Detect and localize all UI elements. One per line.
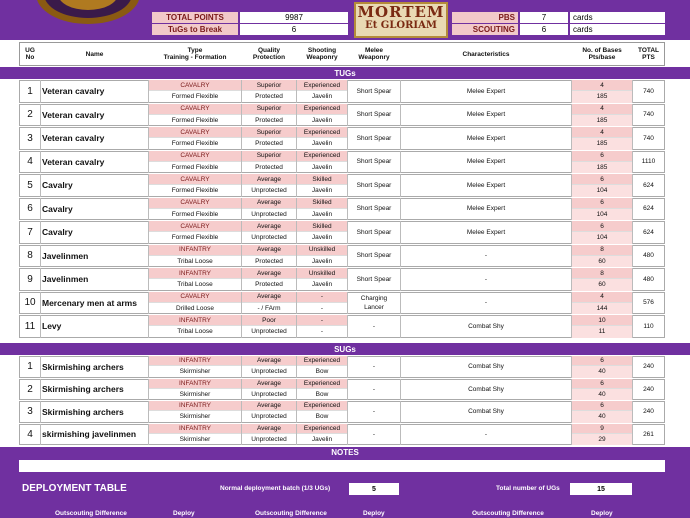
unit-bases[interactable]: 4 xyxy=(572,292,632,303)
unit-name[interactable]: Veteran cavalry xyxy=(42,86,105,97)
unit-training[interactable]: Skirmisher xyxy=(179,390,211,398)
unit-bases[interactable]: 6 xyxy=(572,379,632,389)
unit-protection[interactable]: Protected xyxy=(255,140,283,148)
unit-shooting[interactable]: Skilled xyxy=(297,198,347,209)
unit-number: 3 xyxy=(27,406,33,418)
unit-name[interactable]: Mercenary men at arms xyxy=(42,297,137,308)
col-melee-line1: Melee xyxy=(364,47,384,54)
unit-pts-per-base[interactable]: 104 xyxy=(572,209,632,221)
unit-total-pts: 240 xyxy=(643,408,654,416)
unit-quality[interactable]: Superior xyxy=(242,104,296,115)
unit-total-pts: 1110 xyxy=(641,158,656,166)
unit-characteristics[interactable]: Melee Expert xyxy=(466,228,506,236)
unit-characteristics[interactable]: Combat Shy xyxy=(468,408,504,416)
unit-training[interactable]: Skirmisher xyxy=(179,435,211,443)
unit-quality[interactable]: Superior xyxy=(242,80,296,91)
unit-protection[interactable]: Protected xyxy=(255,281,283,289)
deploy-col-header: Deploy xyxy=(363,510,385,517)
unit-training[interactable]: Formed Flexible xyxy=(171,163,219,171)
unit-type[interactable]: CAVALRY xyxy=(149,221,241,232)
unit-bases[interactable]: 6 xyxy=(572,356,632,366)
unit-characteristics[interactable]: - xyxy=(484,430,488,438)
unit-total-pts: 480 xyxy=(643,252,654,260)
unit-total-pts: 624 xyxy=(643,228,654,236)
tugs-break-value[interactable]: 6 xyxy=(240,24,348,35)
unit-quality[interactable]: Average xyxy=(242,424,296,434)
unit-protection[interactable]: Protected xyxy=(255,163,283,171)
unit-pts-per-base[interactable]: 104 xyxy=(572,185,632,197)
unit-training[interactable]: Tribal Loose xyxy=(177,281,213,289)
col-quality-line2: Protection xyxy=(252,54,286,61)
unit-training[interactable]: Drilled Loose xyxy=(176,304,214,312)
unit-melee[interactable]: Short Spear xyxy=(356,181,392,189)
unit-type[interactable]: CAVALRY xyxy=(149,127,241,138)
unit-characteristics[interactable]: Combat Shy xyxy=(468,363,504,371)
unit-quality[interactable]: Superior xyxy=(242,151,296,162)
pbs-label: PBS xyxy=(452,12,518,23)
unit-characteristics[interactable]: Combat Shy xyxy=(468,322,504,330)
unit-number: 5 xyxy=(27,179,33,191)
unit-type[interactable]: CAVALRY xyxy=(149,174,241,185)
unit-total-pts: 624 xyxy=(643,181,654,189)
unit-total-pts: 740 xyxy=(643,134,654,142)
unit-number: 7 xyxy=(27,226,33,238)
tugs-section-bar: TUGs xyxy=(0,67,690,79)
unit-melee-line1: Charging xyxy=(360,294,388,302)
unit-quality[interactable]: Average xyxy=(242,401,296,411)
unit-bases[interactable]: 4 xyxy=(572,104,632,115)
unit-name[interactable]: Cavalry xyxy=(42,227,73,238)
col-type xyxy=(149,43,241,65)
unit-number: 2 xyxy=(27,383,33,395)
unit-weaponry[interactable]: Javelin xyxy=(311,257,333,265)
unit-type[interactable]: CAVALRY xyxy=(149,292,241,303)
unit-shooting[interactable]: - xyxy=(297,292,347,303)
col-quality-line1: Quality xyxy=(257,47,281,54)
unit-characteristics[interactable]: Combat Shy xyxy=(468,385,504,393)
col-shooting-line1: Shooting xyxy=(307,47,337,54)
unit-quality[interactable]: Average xyxy=(242,198,296,209)
unit-weaponry[interactable]: - xyxy=(320,328,324,336)
total-points-value[interactable]: 9987 xyxy=(240,12,348,23)
unit-melee[interactable]: - xyxy=(372,322,376,330)
unit-name[interactable]: Veteran cavalry xyxy=(42,133,105,144)
unit-protection[interactable]: Unprotected xyxy=(251,187,287,195)
unit-protection[interactable]: Protected xyxy=(255,93,283,101)
unit-pts-per-base[interactable]: 185 xyxy=(572,91,632,103)
unit-characteristics[interactable]: Melee Expert xyxy=(466,205,506,213)
unit-name[interactable]: Skirmishing archers xyxy=(42,384,124,395)
unit-pts-per-base[interactable]: 185 xyxy=(572,138,632,150)
unit-melee[interactable]: Short Spear xyxy=(356,275,392,283)
unit-bases[interactable]: 6 xyxy=(572,151,632,162)
unit-quality[interactable]: Average xyxy=(242,379,296,389)
unit-quality[interactable]: Poor xyxy=(242,315,296,326)
notes-label: NOTES xyxy=(331,448,359,457)
unit-weaponry[interactable]: Bow xyxy=(315,390,329,398)
col-quality xyxy=(242,43,296,65)
deployment-total-value[interactable]: 15 xyxy=(570,483,632,495)
scouting-value[interactable]: 6 xyxy=(520,24,568,35)
mortem-et-gloriam-logo xyxy=(354,2,448,38)
unit-protection[interactable]: Unprotected xyxy=(251,413,287,421)
unit-pts-per-base[interactable]: 40 xyxy=(572,389,632,401)
unit-number: 8 xyxy=(27,250,33,262)
unit-shooting[interactable]: Experienced xyxy=(297,356,347,366)
unit-type[interactable]: INFANTRY xyxy=(149,315,241,326)
unit-training[interactable]: Formed Flexible xyxy=(171,116,219,124)
unit-characteristics[interactable]: Melee Expert xyxy=(466,87,506,95)
unit-number: 4 xyxy=(27,156,33,168)
unit-shooting[interactable]: Skilled xyxy=(297,174,347,185)
unit-bases[interactable]: 6 xyxy=(572,198,632,209)
unit-training[interactable]: Skirmisher xyxy=(179,368,211,376)
deploy-col-header: Outscouting Difference xyxy=(55,510,127,517)
unit-shooting[interactable]: Experienced xyxy=(297,424,347,434)
unit-protection[interactable]: - / FArm xyxy=(257,304,281,312)
unit-melee[interactable]: - xyxy=(372,408,376,416)
col-ug-no-line1: UG xyxy=(25,47,35,54)
unit-protection[interactable]: Unprotected xyxy=(251,210,287,218)
unit-pts-per-base[interactable]: 104 xyxy=(572,232,632,244)
unit-melee[interactable]: - xyxy=(372,385,376,393)
col-melee xyxy=(348,43,400,65)
col-name: Name xyxy=(85,50,104,58)
col-characteristics: Characteristics xyxy=(462,50,510,58)
unit-characteristics[interactable]: Melee Expert xyxy=(466,134,506,142)
unit-melee[interactable]: Short Spear xyxy=(356,111,392,119)
unit-shooting[interactable]: Experienced xyxy=(297,401,347,411)
unit-type[interactable]: INFANTRY xyxy=(149,356,241,366)
unit-characteristics[interactable]: - xyxy=(484,275,488,283)
col-melee-line2: Weaponry xyxy=(358,54,390,61)
unit-protection[interactable]: Unprotected xyxy=(251,234,287,242)
unit-pts-per-base[interactable]: 40 xyxy=(572,411,632,423)
unit-characteristics[interactable]: Melee Expert xyxy=(466,181,506,189)
deployment-total-label: Total number of UGs xyxy=(496,485,560,492)
deploy-col-header: Outscouting Difference xyxy=(255,510,327,517)
unit-pts-per-base[interactable]: 60 xyxy=(572,279,632,291)
unit-shooting[interactable]: Unskilled xyxy=(297,268,347,279)
unit-total-pts: 576 xyxy=(643,299,654,307)
unit-number: 1 xyxy=(27,361,33,373)
unit-shooting[interactable]: Skilled xyxy=(297,221,347,232)
unit-pts-per-base[interactable]: 185 xyxy=(572,162,632,174)
unit-weaponry[interactable]: Javelin xyxy=(311,210,333,218)
unit-type[interactable]: CAVALRY xyxy=(149,104,241,115)
unit-name[interactable]: skirmishing javelinmen xyxy=(42,429,137,440)
col-total-line2: PTS xyxy=(642,54,655,61)
col-type-line1: Type xyxy=(187,47,203,54)
unit-name[interactable]: Veteran cavalry xyxy=(42,109,105,120)
deployment-batch-value[interactable]: 5 xyxy=(349,483,399,495)
unit-total-pts: 740 xyxy=(643,87,654,95)
col-shooting xyxy=(297,43,347,65)
unit-total-pts: 624 xyxy=(643,205,654,213)
deploy-col-header: Deploy xyxy=(591,510,613,517)
unit-training[interactable]: Skirmisher xyxy=(179,413,211,421)
deploy-col-header: Deploy xyxy=(173,510,195,517)
unit-training[interactable]: Tribal Loose xyxy=(177,328,213,336)
unit-melee[interactable]: - xyxy=(372,430,376,438)
unit-total-pts: 240 xyxy=(643,363,654,371)
unit-shooting[interactable]: - xyxy=(297,315,347,326)
unit-melee[interactable]: - xyxy=(372,363,376,371)
unit-type[interactable]: INFANTRY xyxy=(149,245,241,256)
unit-quality[interactable]: Average xyxy=(242,356,296,366)
unit-training[interactable]: Formed Flexible xyxy=(171,140,219,148)
unit-name[interactable]: Levy xyxy=(42,321,62,332)
unit-shooting[interactable]: Experienced xyxy=(297,104,347,115)
unit-weaponry[interactable]: Javelin xyxy=(311,187,333,195)
unit-name[interactable]: Javelinmen xyxy=(42,274,89,285)
unit-weaponry[interactable]: Bow xyxy=(315,368,329,376)
unit-type[interactable]: INFANTRY xyxy=(149,379,241,389)
col-shooting-line2: Weaponry xyxy=(306,54,338,61)
unit-quality[interactable]: Average xyxy=(242,268,296,279)
unit-weaponry[interactable]: Javelin xyxy=(311,140,333,148)
unit-number: 3 xyxy=(27,132,33,144)
sugs-section-bar: SUGs xyxy=(0,343,690,355)
unit-total-pts: 110 xyxy=(643,322,654,330)
unit-shooting[interactable]: Experienced xyxy=(297,127,347,138)
unit-number: 9 xyxy=(27,273,33,285)
unit-shooting[interactable]: Experienced xyxy=(297,80,347,91)
unit-bases[interactable]: 6 xyxy=(572,174,632,185)
unit-protection[interactable]: Unprotected xyxy=(251,368,287,376)
scouting-label: SCOUTING xyxy=(452,24,518,35)
col-bases xyxy=(572,43,632,65)
unit-training[interactable]: Formed Flexible xyxy=(171,234,219,242)
unit-characteristics[interactable]: Melee Expert xyxy=(466,111,506,119)
unit-melee[interactable]: Short Spear xyxy=(356,134,392,142)
deployment-batch-label: Normal deployment batch (1/3 UGs) xyxy=(220,485,331,492)
unit-characteristics[interactable]: Melee Expert xyxy=(466,158,506,166)
unit-protection[interactable]: Unprotected xyxy=(251,328,287,336)
notes-field[interactable] xyxy=(19,460,665,472)
unit-pts-per-base[interactable]: 29 xyxy=(572,434,632,446)
unit-type[interactable]: CAVALRY xyxy=(149,151,241,162)
unit-protection[interactable]: Protected xyxy=(255,257,283,265)
unit-training[interactable]: Tribal Loose xyxy=(177,257,213,265)
unit-bases[interactable]: 9 xyxy=(572,424,632,434)
unit-pts-per-base[interactable]: 60 xyxy=(572,256,632,268)
unit-total-pts: 240 xyxy=(643,385,654,393)
deployment-title: DEPLOYMENT TABLE xyxy=(22,483,127,494)
unit-weaponry[interactable]: Javelin xyxy=(311,281,333,289)
unit-training[interactable]: Formed Flexible xyxy=(171,210,219,218)
unit-bases[interactable]: 4 xyxy=(572,127,632,138)
unit-quality[interactable]: Superior xyxy=(242,127,296,138)
unit-training[interactable]: Formed Flexible xyxy=(171,187,219,195)
unit-melee[interactable]: Short Spear xyxy=(356,158,392,166)
unit-bases[interactable]: 6 xyxy=(572,221,632,232)
col-type-line2: Training - Formation xyxy=(163,54,227,61)
unit-melee[interactable]: Short Spear xyxy=(356,87,392,95)
unit-total-pts: 261 xyxy=(643,430,654,438)
unit-type[interactable]: CAVALRY xyxy=(149,198,241,209)
tugs-break-label: TuGs to Break xyxy=(152,24,238,35)
unit-weaponry[interactable]: Bow xyxy=(315,413,329,421)
unit-bases[interactable]: 8 xyxy=(572,268,632,279)
scouting-unit: cards xyxy=(570,24,665,35)
col-total-line1: TOTAL xyxy=(637,47,660,54)
col-ug-no-line2: No xyxy=(25,54,35,61)
pbs-value[interactable]: 7 xyxy=(520,12,568,23)
unit-type[interactable]: CAVALRY xyxy=(149,80,241,91)
unit-type[interactable]: INFANTRY xyxy=(149,401,241,411)
unit-melee[interactable] xyxy=(348,292,400,315)
unit-melee[interactable]: Short Spear xyxy=(356,205,392,213)
unit-name[interactable]: Skirmishing archers xyxy=(42,406,124,417)
col-bases-line1: No. of Bases xyxy=(582,47,622,54)
unit-pts-per-base[interactable]: 11 xyxy=(572,326,632,338)
unit-number: 10 xyxy=(24,297,36,309)
unit-quality[interactable]: Average xyxy=(242,174,296,185)
unit-quality[interactable]: Average xyxy=(242,292,296,303)
logo-line-2: Et GLORIAM xyxy=(365,20,437,31)
unit-weaponry[interactable]: Javelin xyxy=(311,435,333,443)
unit-number: 2 xyxy=(27,109,33,121)
unit-number: 11 xyxy=(24,320,36,332)
unit-weaponry[interactable]: Javelin xyxy=(311,93,333,101)
unit-total-pts: 480 xyxy=(643,275,654,283)
unit-name[interactable]: Cavalry xyxy=(42,180,73,191)
unit-name[interactable]: Cavalry xyxy=(42,203,73,214)
unit-weaponry[interactable]: Javelin xyxy=(311,234,333,242)
unit-training[interactable]: Formed Flexible xyxy=(171,93,219,101)
unit-shooting[interactable]: Experienced xyxy=(297,151,347,162)
unit-quality[interactable]: Average xyxy=(242,245,296,256)
unit-weaponry[interactable]: Javelin xyxy=(311,163,333,171)
unit-shooting[interactable]: Unskilled xyxy=(297,245,347,256)
col-total xyxy=(633,43,664,65)
deploy-col-header: Outscouting Difference xyxy=(472,510,544,517)
unit-name[interactable]: Javelinmen xyxy=(42,250,89,261)
unit-pts-per-base[interactable]: 185 xyxy=(572,115,632,127)
unit-quality[interactable]: Average xyxy=(242,221,296,232)
unit-type[interactable]: INFANTRY xyxy=(149,268,241,279)
unit-name[interactable]: Skirmishing archers xyxy=(42,361,124,372)
unit-weaponry[interactable]: - xyxy=(320,304,324,312)
col-ug-no xyxy=(20,43,40,65)
unit-melee[interactable]: Short Spear xyxy=(356,252,392,260)
unit-melee[interactable]: Short Spear xyxy=(356,228,392,236)
unit-type[interactable]: INFANTRY xyxy=(149,424,241,434)
logo-line-1: MORTEM xyxy=(357,3,445,21)
unit-bases[interactable]: 4 xyxy=(572,80,632,91)
unit-bases[interactable]: 10 xyxy=(572,315,632,326)
col-bases-line2: Pts/base xyxy=(588,54,616,61)
unit-name[interactable]: Veteran cavalry xyxy=(42,156,105,167)
unit-number: 1 xyxy=(27,85,33,97)
shield-emblem xyxy=(28,0,148,34)
unit-number: 4 xyxy=(27,428,33,440)
unit-protection[interactable]: Protected xyxy=(255,116,283,124)
unit-pts-per-base[interactable]: 144 xyxy=(572,303,632,315)
unit-melee-line2: Lancer xyxy=(364,303,384,311)
pbs-unit: cards xyxy=(570,12,665,23)
unit-characteristics[interactable]: - xyxy=(484,299,488,307)
total-points-label: TOTAL POINTS xyxy=(152,12,238,23)
unit-characteristics[interactable]: - xyxy=(484,252,488,260)
unit-weaponry[interactable]: Javelin xyxy=(311,116,333,124)
unit-number: 6 xyxy=(27,203,33,215)
unit-protection[interactable]: Unprotected xyxy=(251,390,287,398)
unit-shooting[interactable]: Experienced xyxy=(297,379,347,389)
unit-bases[interactable]: 8 xyxy=(572,245,632,256)
unit-total-pts: 740 xyxy=(643,111,654,119)
unit-bases[interactable]: 6 xyxy=(572,401,632,411)
unit-protection[interactable]: Unprotected xyxy=(251,435,287,443)
unit-pts-per-base[interactable]: 40 xyxy=(572,366,632,378)
